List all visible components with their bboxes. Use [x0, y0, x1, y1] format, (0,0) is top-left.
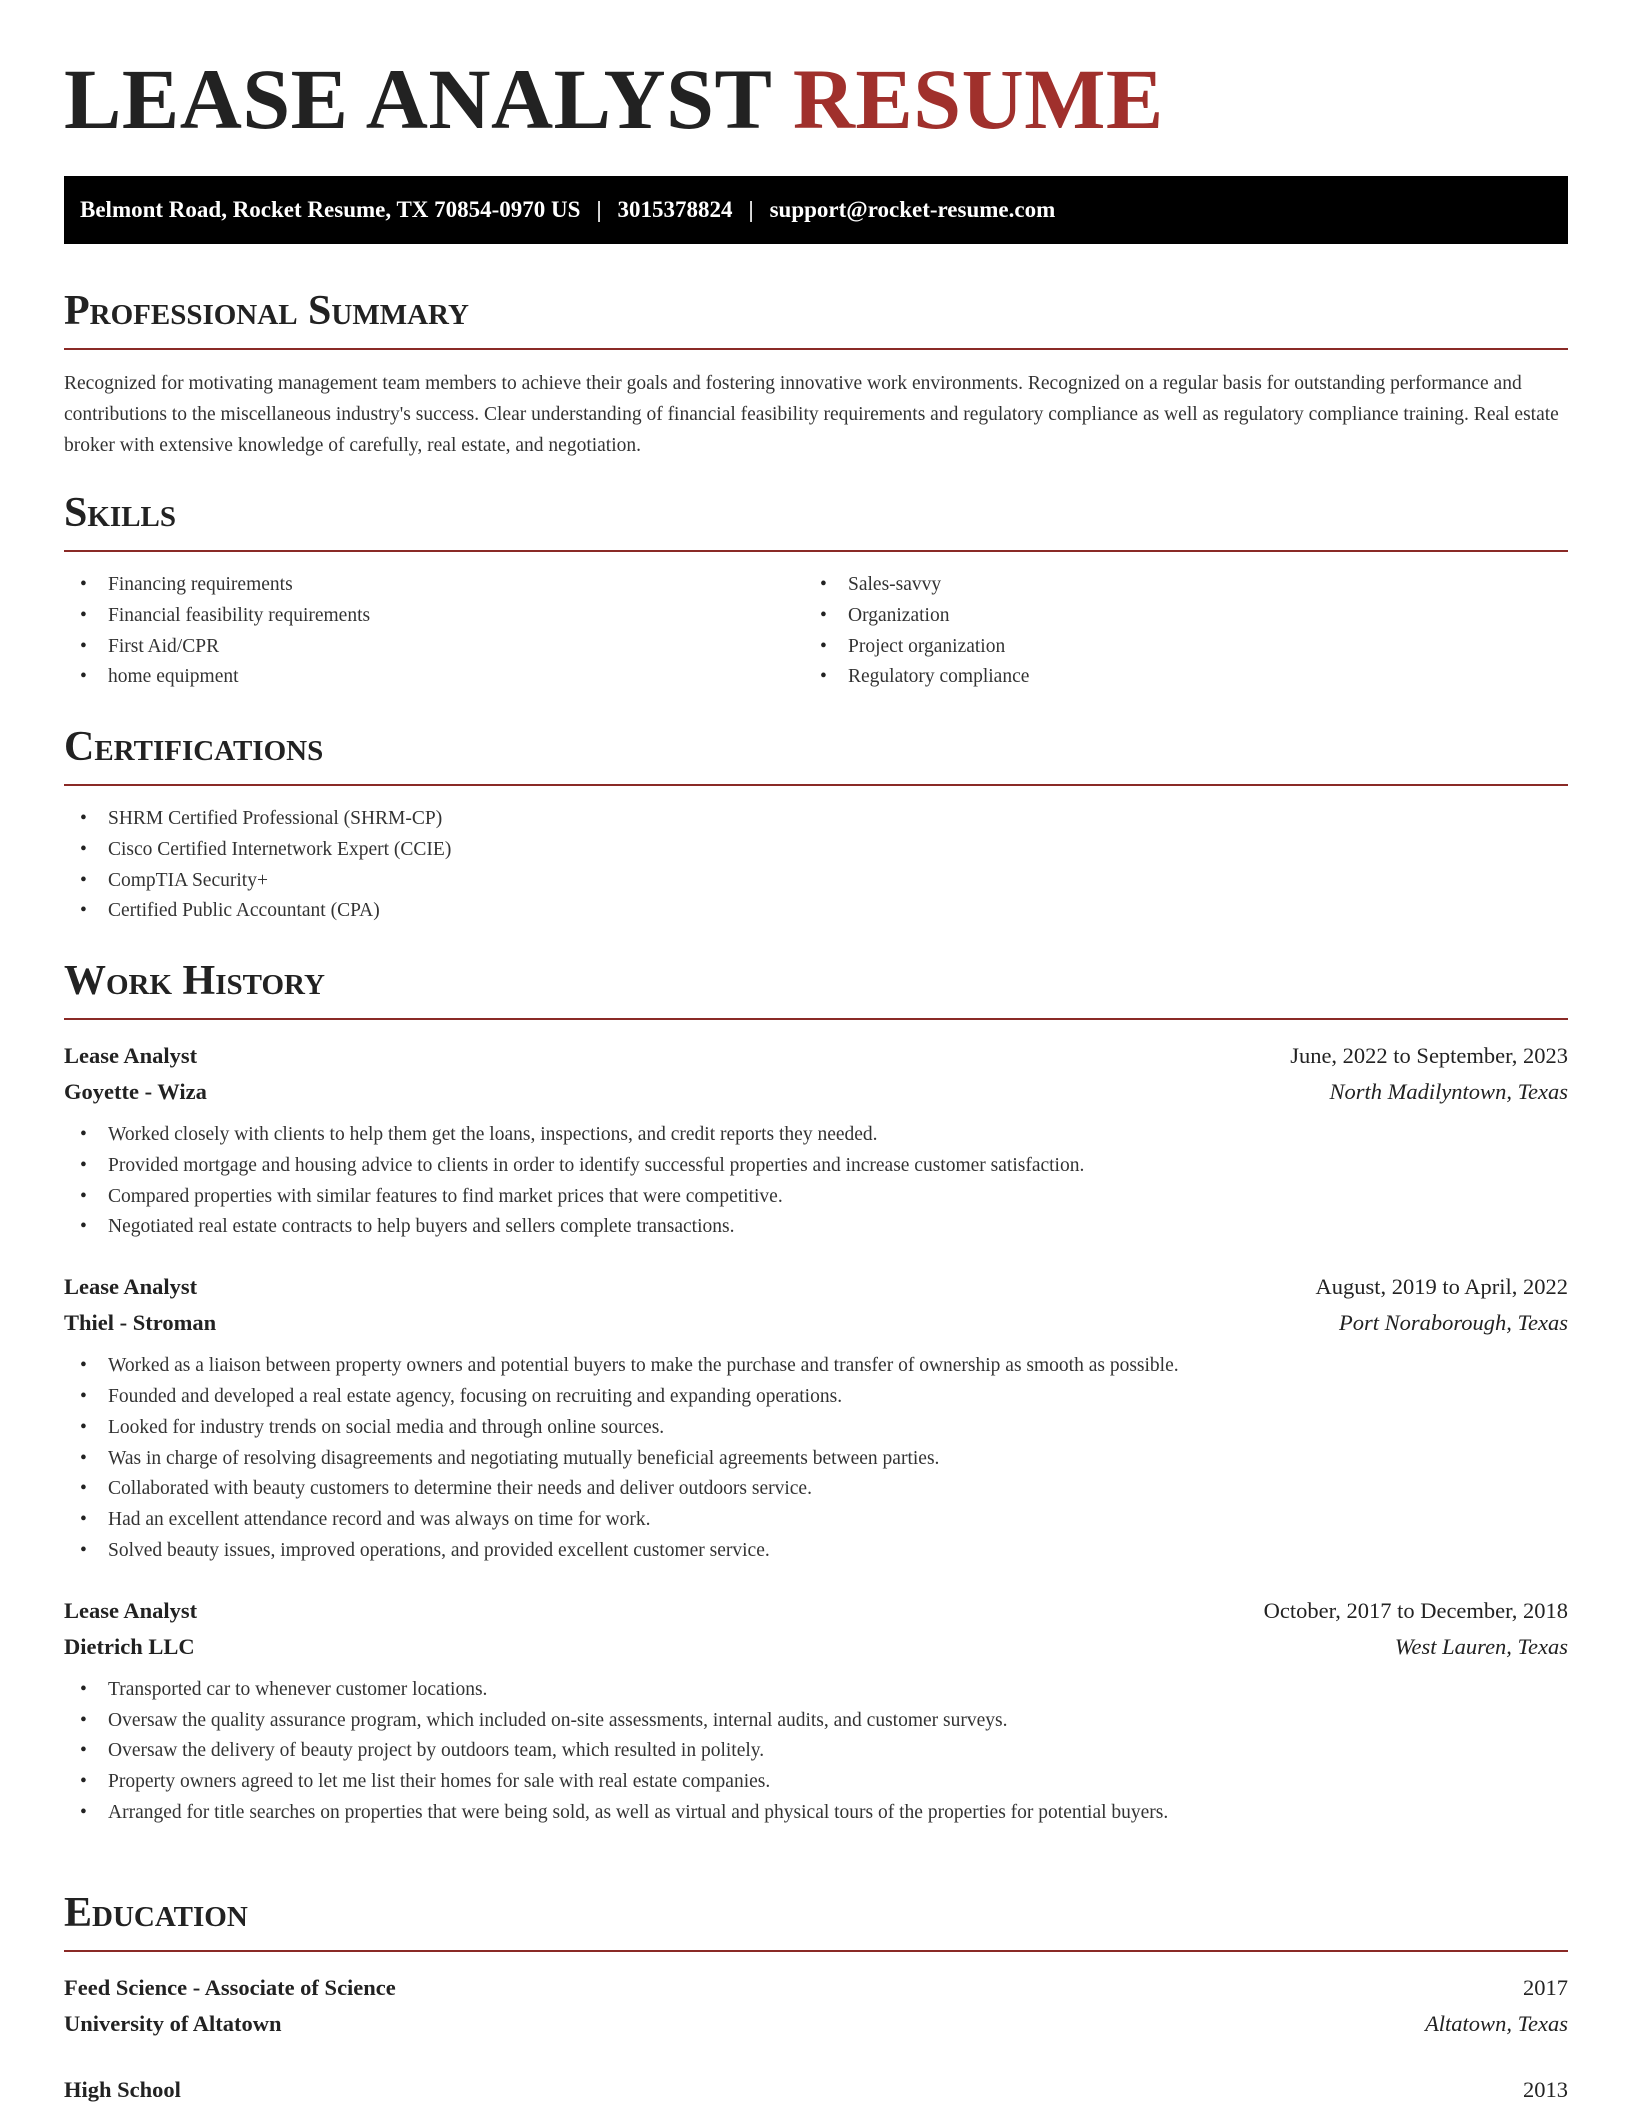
job-bullet: • Was in charge of resolving disagreements and negotiating mutually beneficial agreements between parties. [64, 1444, 1568, 1475]
job-bullet: • Collaborated with beauty customers to determine their needs and deliver outdoors service. [64, 1474, 1568, 1505]
skill-item: • home equipment [64, 662, 804, 693]
summary-section [64, 290, 1568, 461]
education-school: University of Altatown [64, 2011, 282, 2036]
work-history-heading: Work History [64, 960, 1568, 1020]
job-bullet: • Founded and developed a real estate agency, focusing on recruiting and expanding operations. [64, 1382, 1568, 1413]
education-subheader [64, 2006, 1568, 2042]
job-entry [64, 1038, 1568, 1243]
certifications-list [64, 804, 1568, 927]
job-bullets [64, 1351, 1568, 1567]
education-entry [64, 1970, 1568, 2042]
certifications-heading: Certifications [64, 726, 1568, 786]
contact-bar [64, 176, 1568, 244]
skill-item: • Regulatory compliance [804, 662, 1544, 693]
education-year: 2017 [1523, 1975, 1568, 2000]
job-bullet: • Compared properties with similar features to find market prices that were competitive. [64, 1182, 1568, 1213]
job-bullet: • Negotiated real estate contracts to help buyers and sellers complete transactions. [64, 1212, 1568, 1243]
job-location: West Lauren, Texas [1394, 1633, 1568, 1659]
skills-columns [64, 570, 1568, 693]
job-bullet: • Oversaw the delivery of beauty project by outdoors team, which resulted in politely. [64, 1736, 1568, 1767]
job-location: North Madilyntown, Texas [1329, 1079, 1568, 1104]
job-header [64, 1038, 1568, 1074]
job-location: Port Noraborough, Texas [1339, 1310, 1568, 1336]
job-entry [64, 1593, 1568, 1829]
job-company: Thiel - Stroman [64, 1310, 217, 1336]
skill-item: • First Aid/CPR [64, 632, 804, 663]
job-title: Lease Analyst [64, 1597, 198, 1623]
job-company: Dietrich LLC [64, 1633, 195, 1659]
job-header [64, 1269, 1568, 1305]
certification-item: • Cisco Certified Internetwork Expert (CCIE) [64, 835, 1568, 866]
education-header [64, 1970, 1568, 2006]
skill-item: • Financial feasibility requirements [64, 601, 804, 632]
job-title: Lease Analyst [64, 1274, 198, 1300]
job-subheader [64, 1629, 1568, 1665]
job-bullet: • Had an excellent attendance record and was always on time for work. [64, 1505, 1568, 1536]
job-bullet: • Oversaw the quality assurance program, which included on-site assessments, internal audits, and customer surveys. [64, 1706, 1568, 1737]
job-bullet: • Property owners agreed to let me list their homes for sale with real estate companies. [64, 1767, 1568, 1798]
education-year: 2013 [1523, 2077, 1568, 2102]
job-title: Lease Analyst [64, 1043, 198, 1068]
job-bullet: • Worked closely with clients to help them get the loans, inspections, and credit reports they needed. [64, 1120, 1568, 1151]
education-section [64, 1892, 1568, 2112]
skill-item: • Sales-savvy [804, 570, 1544, 601]
skills-heading: Skills [64, 492, 1568, 552]
education-entry [64, 2072, 1568, 2108]
job-bullet: • Looked for industry trends on social media and through online sources. [64, 1413, 1568, 1444]
job-bullets [64, 1675, 1568, 1829]
contact-separator: | [596, 197, 602, 222]
job-subheader [64, 1074, 1568, 1110]
title-accent: RESUME [792, 51, 1164, 147]
work-history-section [64, 960, 1568, 1855]
job-bullet: • Transported car to whenever customer locations. [64, 1675, 1568, 1706]
education-degree: Feed Science - Associate of Science [64, 1975, 396, 2000]
certification-item: • Certified Public Accountant (CPA) [64, 896, 1568, 927]
certification-item: • CompTIA Security+ [64, 866, 1568, 897]
contact-separator: | [748, 197, 754, 222]
education-degree: High School [64, 2077, 181, 2102]
job-dates: October, 2017 to December, 2018 [1263, 1597, 1568, 1623]
skills-list-right [804, 570, 1544, 693]
job-bullet: • Solved beauty issues, improved operations, and provided excellent customer service. [64, 1536, 1568, 1567]
job-bullet: • Provided mortgage and housing advice to clients in order to identify successful properties and increase customer satisfaction. [64, 1151, 1568, 1182]
skills-list-left [64, 570, 804, 693]
skills-section [64, 492, 1568, 693]
job-bullet: • Arranged for title searches on properties that were being sold, as well as virtual and physical tours of the properties for potential buyers. [64, 1798, 1568, 1829]
title-main: LEASE ANALYST [64, 51, 771, 147]
summary-text: Recognized for motivating management team members to achieve their goals and fostering innovative work environments. Recognized on a regular basis for outstanding performance and contributions to the miscellaneous industry's success. Clear understanding of financial feasibility requirements and regulatory compliance as well as regulatory compliance training. Real estate broker with extensive knowledge of carefully, real estate, and negotiation. [64, 373, 1559, 456]
summary-heading: Professional Summary [64, 290, 1568, 350]
job-subheader [64, 1305, 1568, 1341]
skill-item: • Financing requirements [64, 570, 804, 601]
skill-item: • Organization [804, 601, 1544, 632]
job-bullet: • Worked as a liaison between property owners and potential buyers to make the purchase and transfer of ownership as smooth as possible. [64, 1351, 1568, 1382]
job-dates: June, 2022 to September, 2023 [1290, 1043, 1568, 1068]
certification-item: • SHRM Certified Professional (SHRM-CP) [64, 804, 1568, 835]
education-heading: Education [64, 1892, 1568, 1952]
contact-email: support@rocket-resume.com [769, 197, 1056, 222]
skill-item: • Project organization [804, 632, 1544, 663]
job-dates: August, 2019 to April, 2022 [1315, 1274, 1568, 1300]
job-header [64, 1593, 1568, 1629]
contact-phone: 3015378824 [617, 197, 733, 222]
job-bullets [64, 1120, 1568, 1243]
contact-address: Belmont Road, Rocket Resume, TX 70854-0970 US [80, 197, 581, 222]
job-company: Goyette - Wiza [64, 1079, 207, 1104]
resume-title [64, 51, 1164, 147]
education-header [64, 2072, 1568, 2108]
job-entry [64, 1269, 1568, 1567]
certifications-section [64, 726, 1568, 927]
education-location: Altatown, Texas [1425, 2011, 1568, 2036]
